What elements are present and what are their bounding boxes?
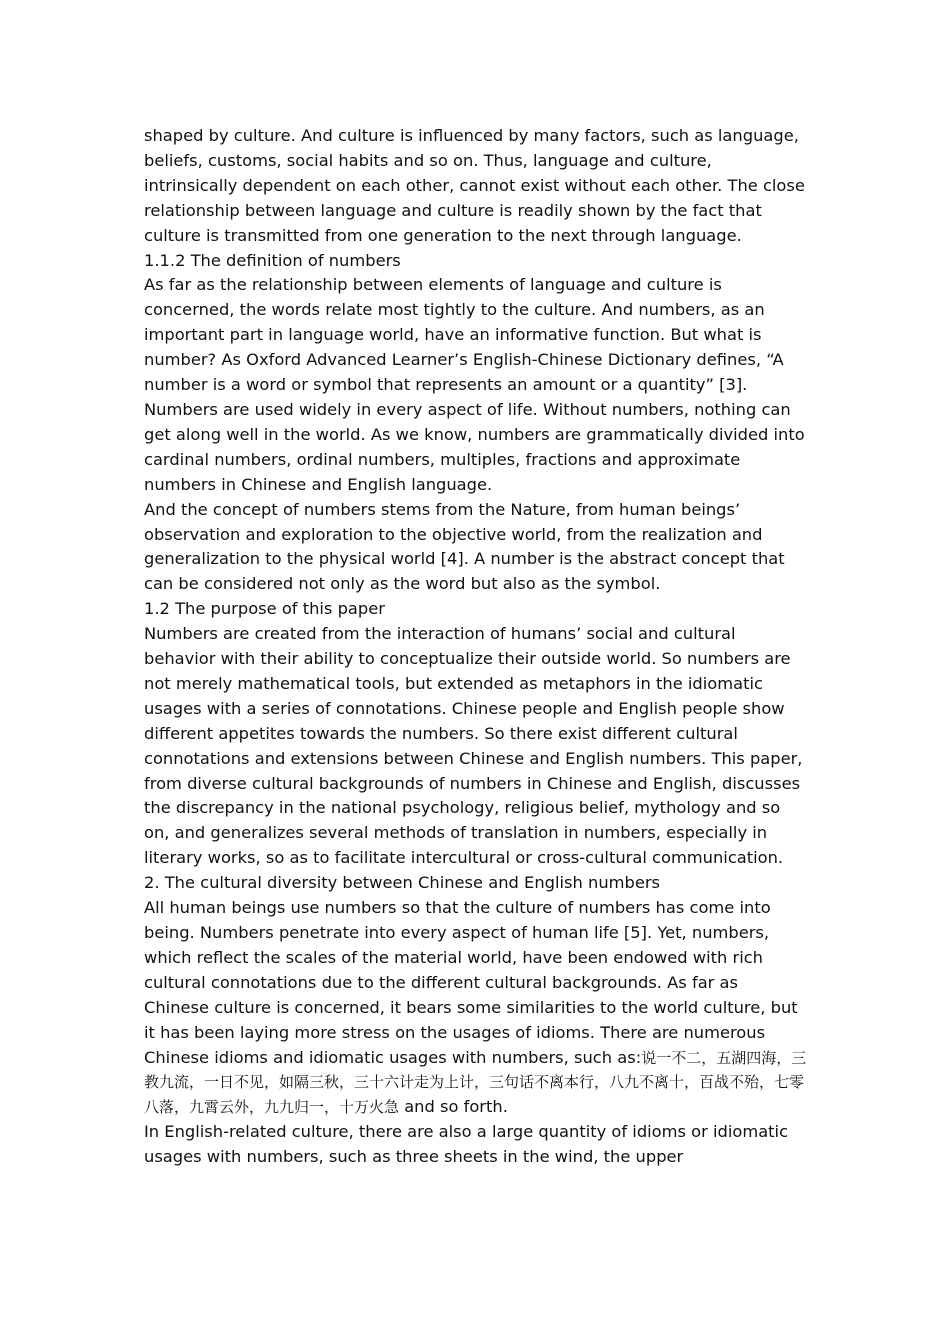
chinese-idiom-list: 说一不二，五湖四海，三教九流，一日不见，如隔三秋，三十六计走为上计，三句话不离本行，八九不离十，百战不殆，七零八落，九霄云外，九九归一，十万火急 [144,1048,807,1117]
heading-cultural-diversity: 2. The cultural diversity between Chinese and English numbers [144,873,661,893]
paragraph-chinese-idioms [144,896,808,1120]
paragraph-chinese-idioms-intro: All human beings use numbers so that the culture of numbers has come into being. Numbers penetrate into every aspect of human life [5]. Yet, numbers, which reflect the scales of the material world, have been endowed with rich cultural connotations due to the different cultural backgrounds. As far as Chinese culture is concerned, it bears some similarities to the world culture, but it has been laying more stress on the usages of idioms. There are numerous Chinese idioms and idiomatic usages with numbers, such as: [144,898,798,1067]
heading-purpose-of-paper: 1.2 The purpose of this paper [144,599,385,619]
heading-definition-of-numbers: 1.1.2 The definition of numbers [144,250,401,270]
paragraph-english-idioms: In English-related culture, there are also a large quantity of idioms or idiomatic usages with numbers, such as three sheets in the wind, the upper [144,1122,789,1167]
document-page [144,124,808,1170]
paragraph-purpose: Numbers are created from the interaction of humans’ social and cultural behavior with their ability to conceptualize their outside world. So numbers are not merely mathematical tools, but extended as metaphors in the idiomatic usages with a series of connotations. Chinese people and English people show different appetites towards the numbers. So there exist different cultural connotations and extensions between Chinese and English numbers. This paper, from diverse cultural backgrounds of numbers in Chinese and English, discusses the discrepancy in the national psychology, religious belief, mythology and so on, and generalizes several methods of translation in numbers, especially in literary works, so as to facilitate intercultural or cross-cultural communication. [144,624,803,868]
paragraph-language-culture: shaped by culture. And culture is influenced by many factors, such as language, beliefs, customs, social habits and so on. Thus, language and culture, intrinsically dependent on each other, cannot exist without each other. The close relationship between language and culture is readily shown by the fact that culture is transmitted from one generation to the next through language. [144,126,805,245]
paragraph-concept-of-numbers: And the concept of numbers stems from the Nature, from human beings’ observation and exploration to the objective world, from the realization and generalization to the physical world [4]. A number is the abstract concept that can be considered not only as the word but also as the symbol. [144,499,785,594]
paragraph-number-definition: As far as the relationship between elements of language and culture is concerned, the words relate most tightly to the culture. And numbers, as an important part in language world, have an informative function. But what is number? As Oxford Advanced Learner’s English-Chinese Dictionary defines, “A number is a word or symbol that represents an amount or a quantity” [3]. Numbers are used widely in every aspect of life. Without numbers, nothing can get along well in the world. As we know, numbers are grammatically divided into cardinal numbers, ordinal numbers, multiples, fractions and approximate numbers in Chinese and English language. [144,275,805,494]
paragraph-chinese-idioms-end: and so forth. [399,1097,508,1117]
